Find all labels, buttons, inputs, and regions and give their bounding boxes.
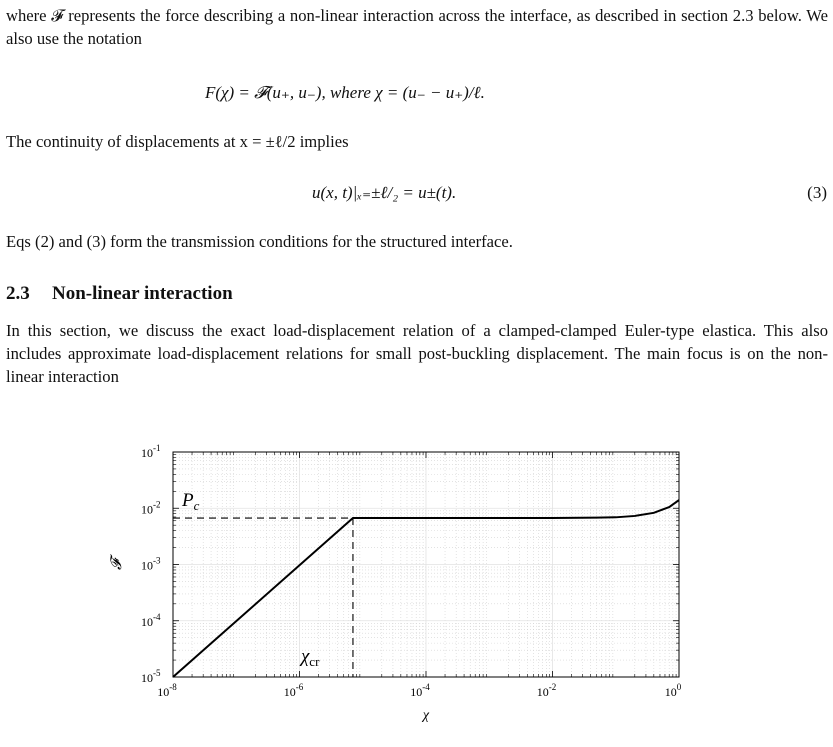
force-chart: [0, 427, 833, 747]
y-axis-label: 𝓕: [109, 558, 125, 571]
y-tick-label: $10^{-4}$: [141, 611, 161, 629]
y-tick-label: $10^{-2}$: [141, 499, 161, 517]
y-tick-label-exponent: -4: [153, 611, 161, 622]
paragraph-continuity: The continuity of displacements at x = ±ℓ/2 implies: [6, 132, 349, 151]
section-heading: [6, 283, 233, 305]
chi-cr-annotation-sub: cr: [309, 654, 320, 669]
y-tick-label-exponent: -5: [153, 668, 161, 678]
x-tick-label-exponent: 0: [676, 682, 682, 692]
paragraph-transmission: Eqs (2) and (3) form the transmission conditions for the structured interface.: [6, 232, 513, 251]
equation-3: u(x, t)|ₓ₌±ℓ/₂ = u±(t).: [312, 183, 457, 202]
section-title: Non-linear interaction: [52, 283, 233, 304]
equation-number-3: (3): [807, 183, 827, 202]
x-tick-label: $10^{-8}$: [157, 682, 177, 699]
y-tick-label: $10^{-1}$: [141, 443, 161, 460]
chi-cr-annotation: [299, 646, 320, 669]
x-tick-label-exponent: -2: [548, 682, 557, 692]
x-tick-label-exponent: -6: [295, 682, 304, 692]
section-number: 2.3: [6, 283, 30, 304]
y-tick-label: $10^{-3}$: [141, 555, 161, 573]
x-tick-label-exponent: -4: [422, 682, 430, 692]
x-tick-label: $10^0$: [664, 682, 682, 699]
y-tick-label-exponent: -1: [153, 443, 161, 453]
x-axis-label: χ: [422, 708, 430, 723]
pc-annotation-main: P: [182, 490, 194, 512]
grid-layer: [173, 452, 679, 677]
x-tick-label: $10^{-6}$: [283, 682, 304, 699]
chi-cr-annotation-main: χ: [300, 646, 310, 667]
x-tick-label: $10^{-2}$: [536, 682, 557, 699]
y-tick-label: $10^{-5}$: [141, 668, 161, 685]
pc-annotation: [181, 490, 200, 513]
tick-layer: [141, 443, 682, 699]
y-tick-label-exponent: -2: [153, 499, 161, 510]
x-tick-label: $10^{-4}$: [410, 682, 430, 699]
y-tick-label-exponent: -3: [153, 555, 161, 566]
pc-annotation-sub: c: [193, 498, 200, 514]
x-tick-label-exponent: -8: [169, 682, 177, 692]
paragraph-force-description: where 𝓕 represents the force describing a non-linear interaction across the interface, as described in section 2.3 below. We also use the notation: [6, 6, 828, 48]
paragraph-nonlinear: In this section, we discuss the exact load-displacement relation of a clamped-clamped Euler-type elastica. This also includes approximate load-displacement relations for small post-buckling displacement. The main focus is on the non-linear interaction: [6, 321, 828, 386]
equation-notation: F(χ) = 𝓕(u₊, u₋), where χ = (u₋ − u₊)/ℓ.: [205, 83, 485, 102]
